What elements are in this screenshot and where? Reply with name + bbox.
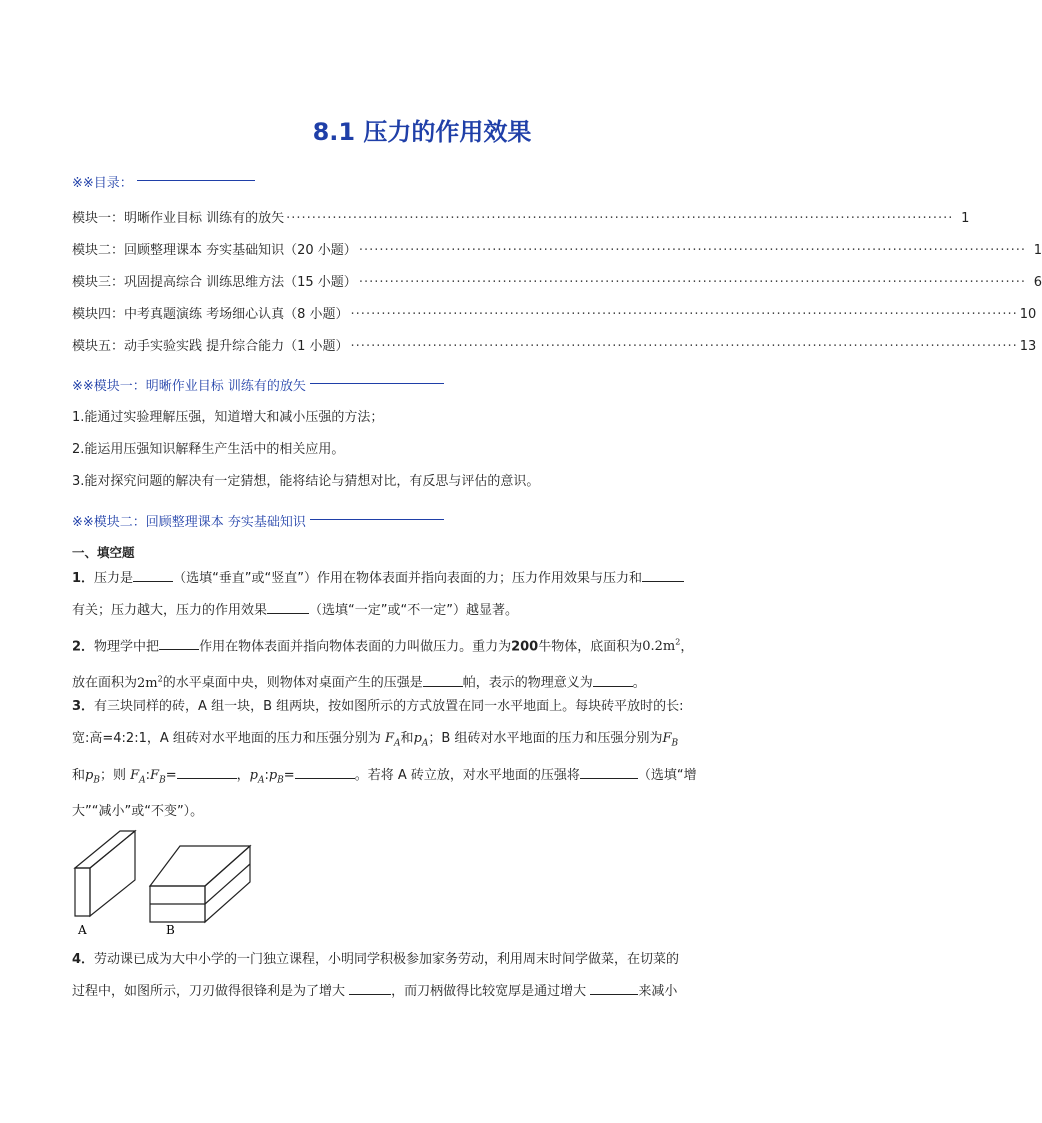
toc-item[interactable]: 模块五：动手实验实践 提升综合能力（1 小题） ·································································································································· 13 xyxy=(72,339,1037,354)
answer-blank[interactable] xyxy=(590,980,638,995)
toc-heading: ※※目录： xyxy=(72,172,255,191)
answer-blank[interactable] xyxy=(159,635,199,650)
answer-blank[interactable] xyxy=(177,764,237,779)
page-title: 8.1 压力的作用效果 xyxy=(312,118,532,146)
question-3: 3．有三块同样的砖，A 组一块，B 组两块，按如图所示的方式放置在同一水平地面上。每块砖平放时的长: 宽:高=4:2:1，A 组砖对水平地面的压力和压强分别为 $F_A$和$p_A$；B 组砖对水平地面的压力和压强分别为$F_B$ 和$p_B$；则 $F_A:F_B=$ ，$p_A:p_B=$ 。若将 A 砖立放，对水平地面的压强将 （选填“增 大”“减小”或“不变”）。 xyxy=(72,699,697,820)
goal-item: 3.能对探究问题的解决有一定猜想，能将结论与猜想对比，有反思与评估的意识。 xyxy=(72,474,540,489)
answer-blank[interactable] xyxy=(133,567,173,582)
goal-item: 1.能通过实验理解压强，知道增大和减小压强的方法； xyxy=(72,410,384,425)
toc-item[interactable]: 模块三：巩固提高综合 训练思维方法（15 小题） ·································································································································· 6 xyxy=(72,275,1042,290)
question-2: 2．物理学中把 作用在物体表面并指向物体表面的力叫做压力。重力为200牛物体，底面积为$0.2m^2$， 放在面积为$2m^2$的水平桌面中央，则物体对桌面产生的压强是 帕，表示的物理意义为 。 xyxy=(72,627,732,700)
answer-blank[interactable] xyxy=(580,764,638,779)
goal-item: 2.能运用压强知识解释生产生活中的相关应用。 xyxy=(72,442,345,457)
answer-blank[interactable] xyxy=(642,567,684,582)
module2-heading: ※※模块二：回顾整理课本 夯实基础知识 xyxy=(72,511,444,530)
module1-heading: ※※模块一：明晰作业目标 训练有的放矢 xyxy=(72,375,444,394)
answer-blank[interactable] xyxy=(267,599,309,614)
answer-blank[interactable] xyxy=(295,764,355,779)
toc-item[interactable]: 模块四：中考真题演练 考场细心认真（8 小题） ·································································································································· 10 xyxy=(72,307,1037,322)
answer-blank[interactable] xyxy=(349,980,391,995)
toc-item[interactable]: 模块一：明晰作业目标 训练有的放矢 ·································································································································· 1 xyxy=(72,211,970,226)
figure-label-a: A xyxy=(78,923,87,937)
brick-a-front xyxy=(75,868,90,916)
brick-b-top xyxy=(150,846,250,886)
question-1: 1．压力是 （选填“垂直”或“竖直”）作用在物体表面并指向表面的力；压力作用效果与压力和 有关；压力越大，压力的作用效果 （选填“一定”或“不一定”）越显著。 xyxy=(72,563,732,627)
question-4: 4．劳动课已成为大中小学的一门独立课程，小明同学积极参加家务劳动，利用周末时间学做菜，在切菜的 过程中，如图所示，刀刃做得很锋利是为了增大 ，而刀柄做得比较宽厚是通过增大 来减小 xyxy=(72,952,680,999)
toc-item[interactable]: 模块二：回顾整理课本 夯实基础知识（20 小题） ·································································································································· 1 xyxy=(72,243,1042,258)
brick-a-top xyxy=(75,831,135,868)
answer-blank[interactable] xyxy=(593,672,633,687)
brick-a-side xyxy=(90,831,135,916)
section-heading: 一、填空题 xyxy=(72,545,135,560)
heading-rule xyxy=(137,180,255,181)
bricks-figure xyxy=(70,828,260,940)
answer-blank[interactable] xyxy=(423,672,463,687)
figure-label-b: B xyxy=(166,923,175,937)
